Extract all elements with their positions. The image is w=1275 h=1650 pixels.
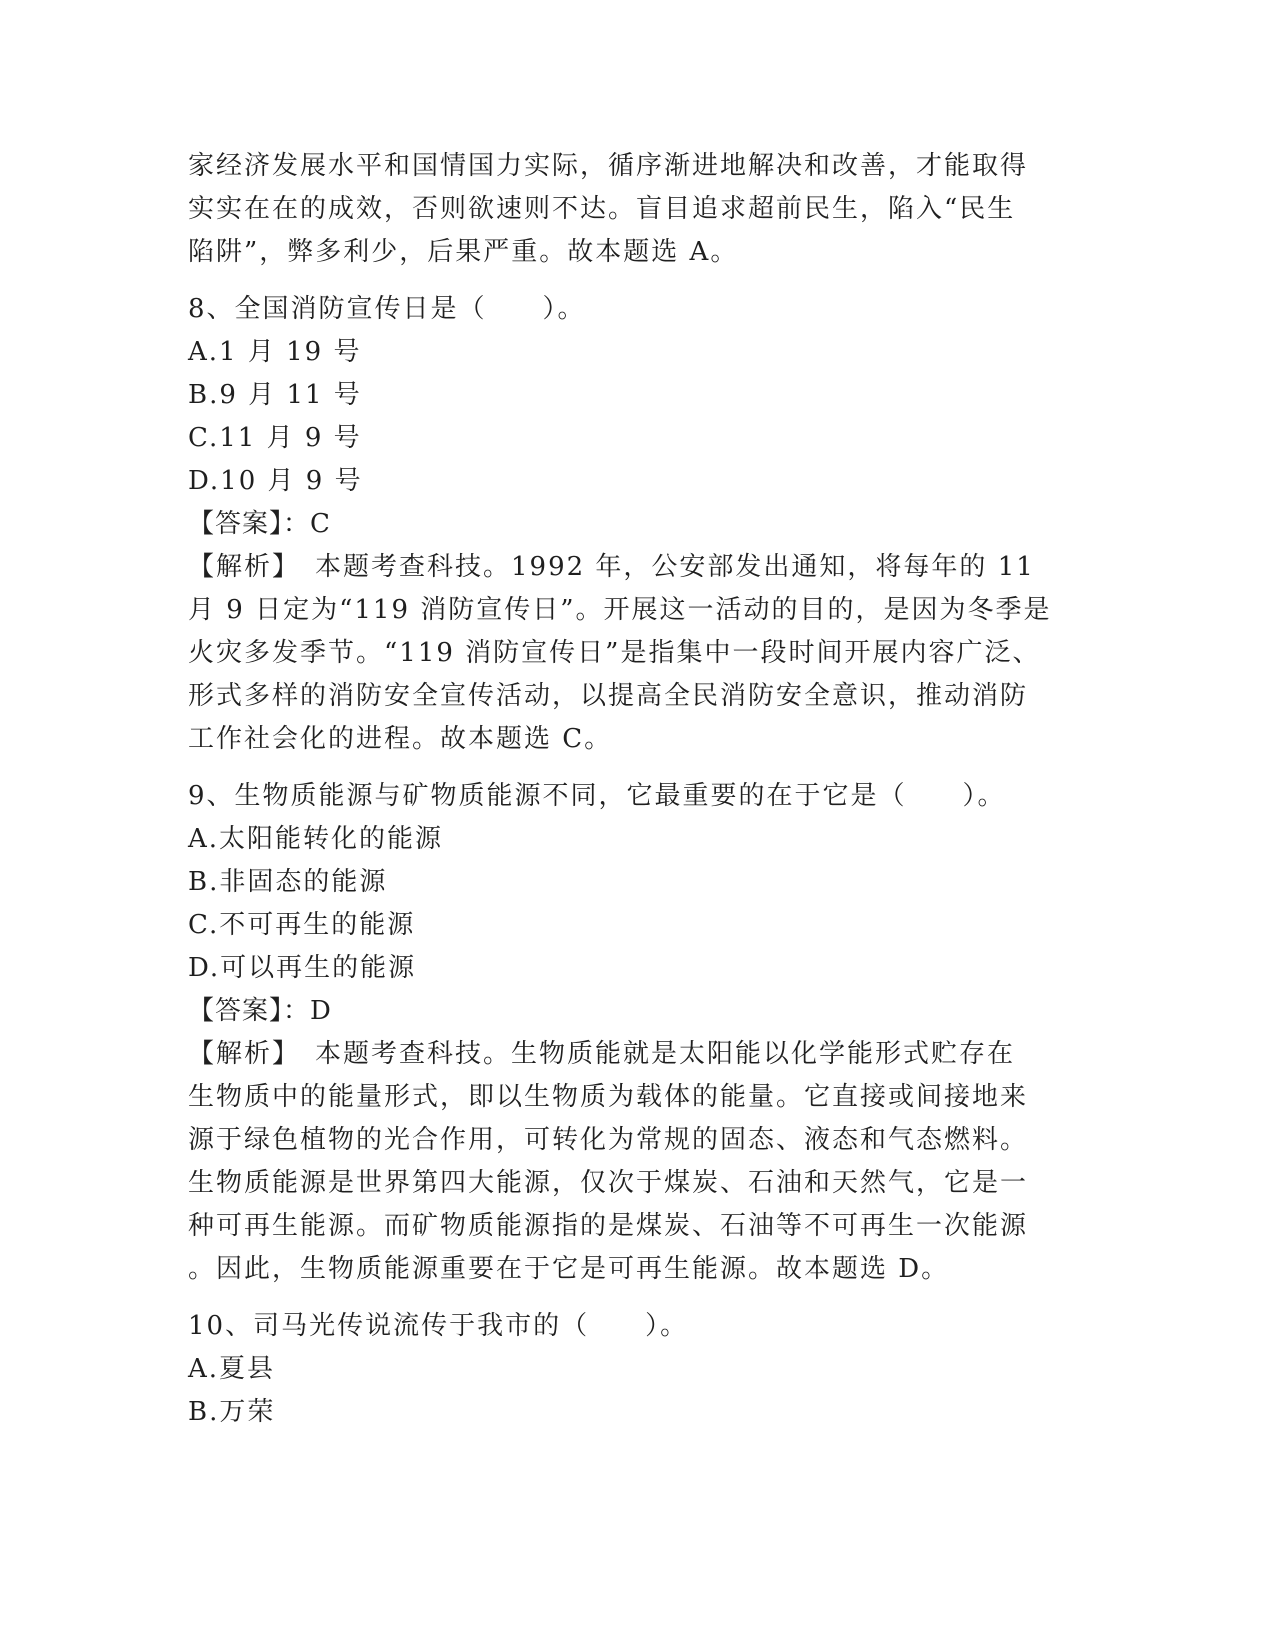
question-text: 8、全国消防宣传日是（ ）。: [188, 294, 586, 324]
explanation-line: 形式多样的消防安全宣传活动，以提高全民消防安全意识，推动消防: [188, 681, 1029, 711]
question-text: 10、司马光传说流传于我市的（ ）。: [188, 1311, 689, 1341]
explanation-line: 生物质能源是世界第四大能源，仅次于煤炭、石油和天然气，它是一: [188, 1168, 1029, 1198]
option-a: A.夏县: [188, 1354, 276, 1384]
question-10: [188, 1305, 1088, 1434]
explanation-line: 实实在在的成效，否则欲速则不达。盲目追求超前民生，陷入“民生: [188, 194, 1016, 224]
explanation-line: 月 9 日定为“119 消防宣传日”。开展这一活动的目的，是因为冬季是: [188, 595, 1052, 625]
page-content: [188, 145, 1088, 1434]
explanation-line: 家经济发展水平和国情国力实际，循序渐进地解决和改善，才能取得: [188, 151, 1029, 181]
explanation-line: 火灾多发季节。“119 消防宣传日”是指集中一段时间开展内容广泛、: [188, 638, 1041, 668]
option-c: C.不可再生的能源: [188, 910, 416, 940]
option-b: B.9 月 11 号: [188, 380, 362, 410]
option-a: A.太阳能转化的能源: [188, 824, 444, 854]
option-c: C.11 月 9 号: [188, 423, 362, 453]
explanation-line: 源于绿色植物的光合作用，可转化为常规的固态、液态和气态燃料。: [188, 1125, 1029, 1155]
option-b: B.非固态的能源: [188, 867, 388, 897]
option-d: D.可以再生的能源: [188, 953, 417, 983]
explanation-line: 工作社会化的进程。故本题选 C。: [188, 724, 613, 754]
explanation-line: 。因此，生物质能源重要在于它是可再生能源。故本题选 D。: [188, 1254, 950, 1284]
question-9: [188, 775, 1088, 1291]
answer-key: 【答案】：C: [188, 509, 331, 539]
option-b: B.万荣: [188, 1397, 276, 1427]
answer-key: 【答案】：D: [188, 996, 332, 1026]
explanation-line: 陷阱”，弊多利少，后果严重。故本题选 A。: [188, 237, 739, 267]
explanation-line: 种可再生能源。而矿物质能源指的是煤炭、石油等不可再生一次能源: [188, 1211, 1029, 1241]
explanation-line: 生物质中的能量形式，即以生物质为载体的能量。它直接或间接地来: [188, 1082, 1029, 1112]
explanation-line: 【解析】 本题考查科技。生物质能就是太阳能以化学能形式贮存在: [188, 1039, 1016, 1069]
question-8: [188, 288, 1088, 761]
question-text: 9、生物质能源与矿物质能源不同，它最重要的在于它是（ ）。: [188, 781, 1006, 811]
option-d: D.10 月 9 号: [188, 466, 363, 496]
previous-explanation: [188, 145, 1088, 274]
explanation-line: 【解析】 本题考查科技。1992 年，公安部发出通知，将每年的 11: [188, 552, 1035, 582]
option-a: A.1 月 19 号: [188, 337, 362, 367]
